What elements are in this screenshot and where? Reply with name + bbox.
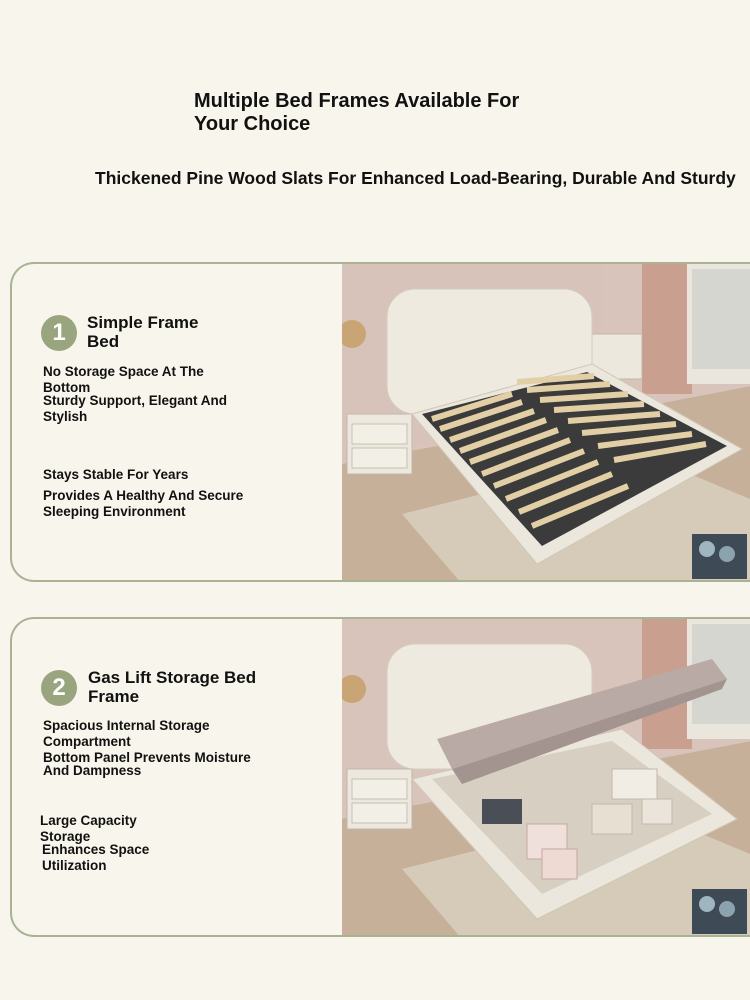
- storage-bed-photo: [342, 619, 750, 937]
- feature-text: [43, 751, 251, 777]
- feature-line: Stays Stable For Years: [43, 467, 189, 482]
- page-subtitle: Thickened Pine Wood Slats For Enhanced Load-Bearing, Durable And Sturdy: [95, 168, 736, 188]
- feature-text: [40, 813, 137, 844]
- feature-line: And Dampness: [43, 763, 142, 778]
- feature-text: [43, 718, 210, 749]
- feature-text: [43, 467, 188, 483]
- card-title-line1: Simple Frame: [87, 313, 199, 332]
- page-title-line2: Your Choice: [194, 113, 311, 135]
- feature-line: Stylish: [43, 408, 88, 424]
- feature-text: [43, 364, 204, 395]
- feature-text: [43, 393, 227, 424]
- step-number-badge: 2: [41, 670, 77, 706]
- feature-text: [43, 488, 243, 519]
- slat-bed-photo: [342, 264, 750, 582]
- feature-line: Utilization: [42, 857, 107, 873]
- page-title: [194, 90, 554, 136]
- feature-line: Sturdy Support, Elegant And: [43, 393, 227, 408]
- feature-line: Storage: [40, 828, 91, 844]
- card-title-line1: Gas Lift Storage Bed: [88, 668, 257, 687]
- storage-bed-card: [10, 617, 750, 937]
- card-title-line2: Frame: [88, 687, 140, 706]
- page-title-line1: Multiple Bed Frames Available For: [194, 90, 520, 112]
- feature-text: [42, 842, 149, 873]
- feature-line: No Storage Space At The: [43, 364, 204, 379]
- feature-line: Spacious Internal Storage: [43, 718, 210, 733]
- feature-line: Provides A Healthy And Secure: [43, 488, 244, 503]
- feature-line: Bottom Panel Prevents Moisture: [43, 750, 251, 765]
- card-title: [88, 668, 288, 706]
- feature-line: Sleeping Environment: [43, 503, 186, 519]
- feature-line: Enhances Space: [42, 842, 150, 857]
- feature-line: Large Capacity: [40, 813, 137, 828]
- simple-frame-card: [10, 262, 750, 582]
- card-title: [87, 313, 287, 351]
- step-number-badge: 1: [41, 315, 77, 351]
- feature-line: Bottom: [43, 379, 91, 395]
- feature-line: Compartment: [43, 733, 131, 749]
- card-title-line2: Bed: [87, 332, 120, 351]
